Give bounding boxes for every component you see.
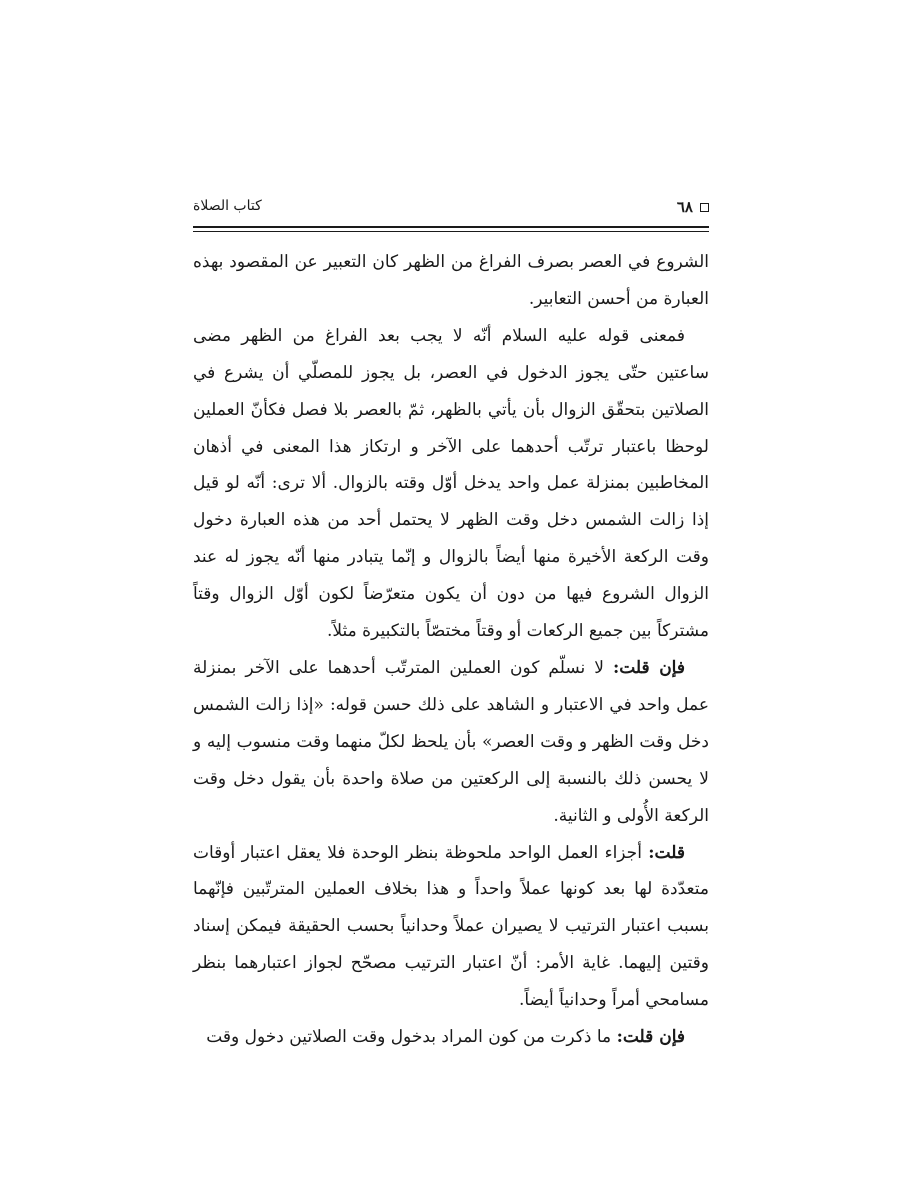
paragraph-lead: فإن قلت:: [612, 657, 685, 678]
paragraph-text: الشروع في العصر بصرف الفراغ من الظهر كان التعبير عن المقصود بهذه العبارة من أحسن التعابير.: [193, 252, 709, 309]
paragraph: [193, 318, 709, 650]
paragraph-text: لا نسلّم كون العملين المترتّب أحدهما على الآخر بمنزلة عمل واحد في الاعتبار و الشاهد على ذلك حسن قوله: «إذا زالت الشمس دخل وقت الظهر و وقت العصر» بأن يلحظ لكلّ منهما وقت منسوب إليه و لا يحسن ذلك بالنسبة إلى الركعتين من صلاة واحدة بأن يقول دخل وقت الركعة الأُولى و الثانية.: [193, 657, 709, 826]
paragraph-lead: فإن قلت:: [616, 1027, 685, 1048]
square-icon: [700, 203, 709, 212]
paragraph: [193, 650, 709, 835]
page-number: ٦٨: [676, 198, 693, 216]
paragraph: [193, 1019, 709, 1056]
paragraph-text: ما ذكرت من كون المراد بدخول وقت الصلاتين دخول وقت: [206, 1027, 617, 1048]
header-rule-thin: [193, 231, 709, 232]
header-rule-thick: [193, 226, 709, 228]
paragraph: [193, 244, 709, 318]
paragraph: [193, 835, 709, 1020]
body-text: [193, 244, 709, 1056]
page-number-group: [677, 198, 709, 216]
book-title: كتاب الصلاة: [193, 198, 262, 214]
paragraph-text: أجزاء العمل الواحد ملحوظة بنظر الوحدة فلا يعقل اعتبار أوقات متعدّدة لها بعد كونها عملاً واحداً و هذا بخلاف العملين المترتّبين فإنّهما بسبب اعتبار الترتيب لا يصيران عملاً وحدانياً بحسب الحقيقة فيمكن إسناد وقتين إليهما. غاية الأمر: أنّ اعتبار الترتيب مصحّح لجواز اعتبارهما بنظر مسامحي أمراً وحدانياً أيضاً.: [193, 842, 709, 1011]
paragraph-text: فمعنى قوله عليه السلام أنّه لا يجب بعد الفراغ من الظهر مضى ساعتين حتّى يجوز الدخول في العصر، بل يجوز للمصلّي أن يشرع في الصلاتين بتحقّق الزوال بأن يأتي بالظهر، ثمّ بالعصر بلا فصل فكأنّ العملين لوحظا باعتبار ترتّب أحدهما على الآخر و ارتكاز هذا المعنى في أذهان المخاطبين بمنزلة عمل واحد يدخل أوّل وقته بالزوال. ألا ترى: أنّه لو قيل إذا زالت الشمس دخل وقت الظهر لا يحتمل أحد من هذه العبارة دخول وقت الركعة الأخيرة منها أيضاً بالزوال و إنّما يتبادر منها أنّه يجوز له عند الزوال الشروع فيها من دون أن يكون متعرّضاً لكون أوّل الزوال وقتاً مشتركاً بين جميع الركعات أو وقتاً مختصّاً بالتكبيرة مثلاً.: [193, 325, 709, 642]
paragraph-lead: قلت:: [648, 842, 685, 863]
running-header: [193, 198, 709, 224]
